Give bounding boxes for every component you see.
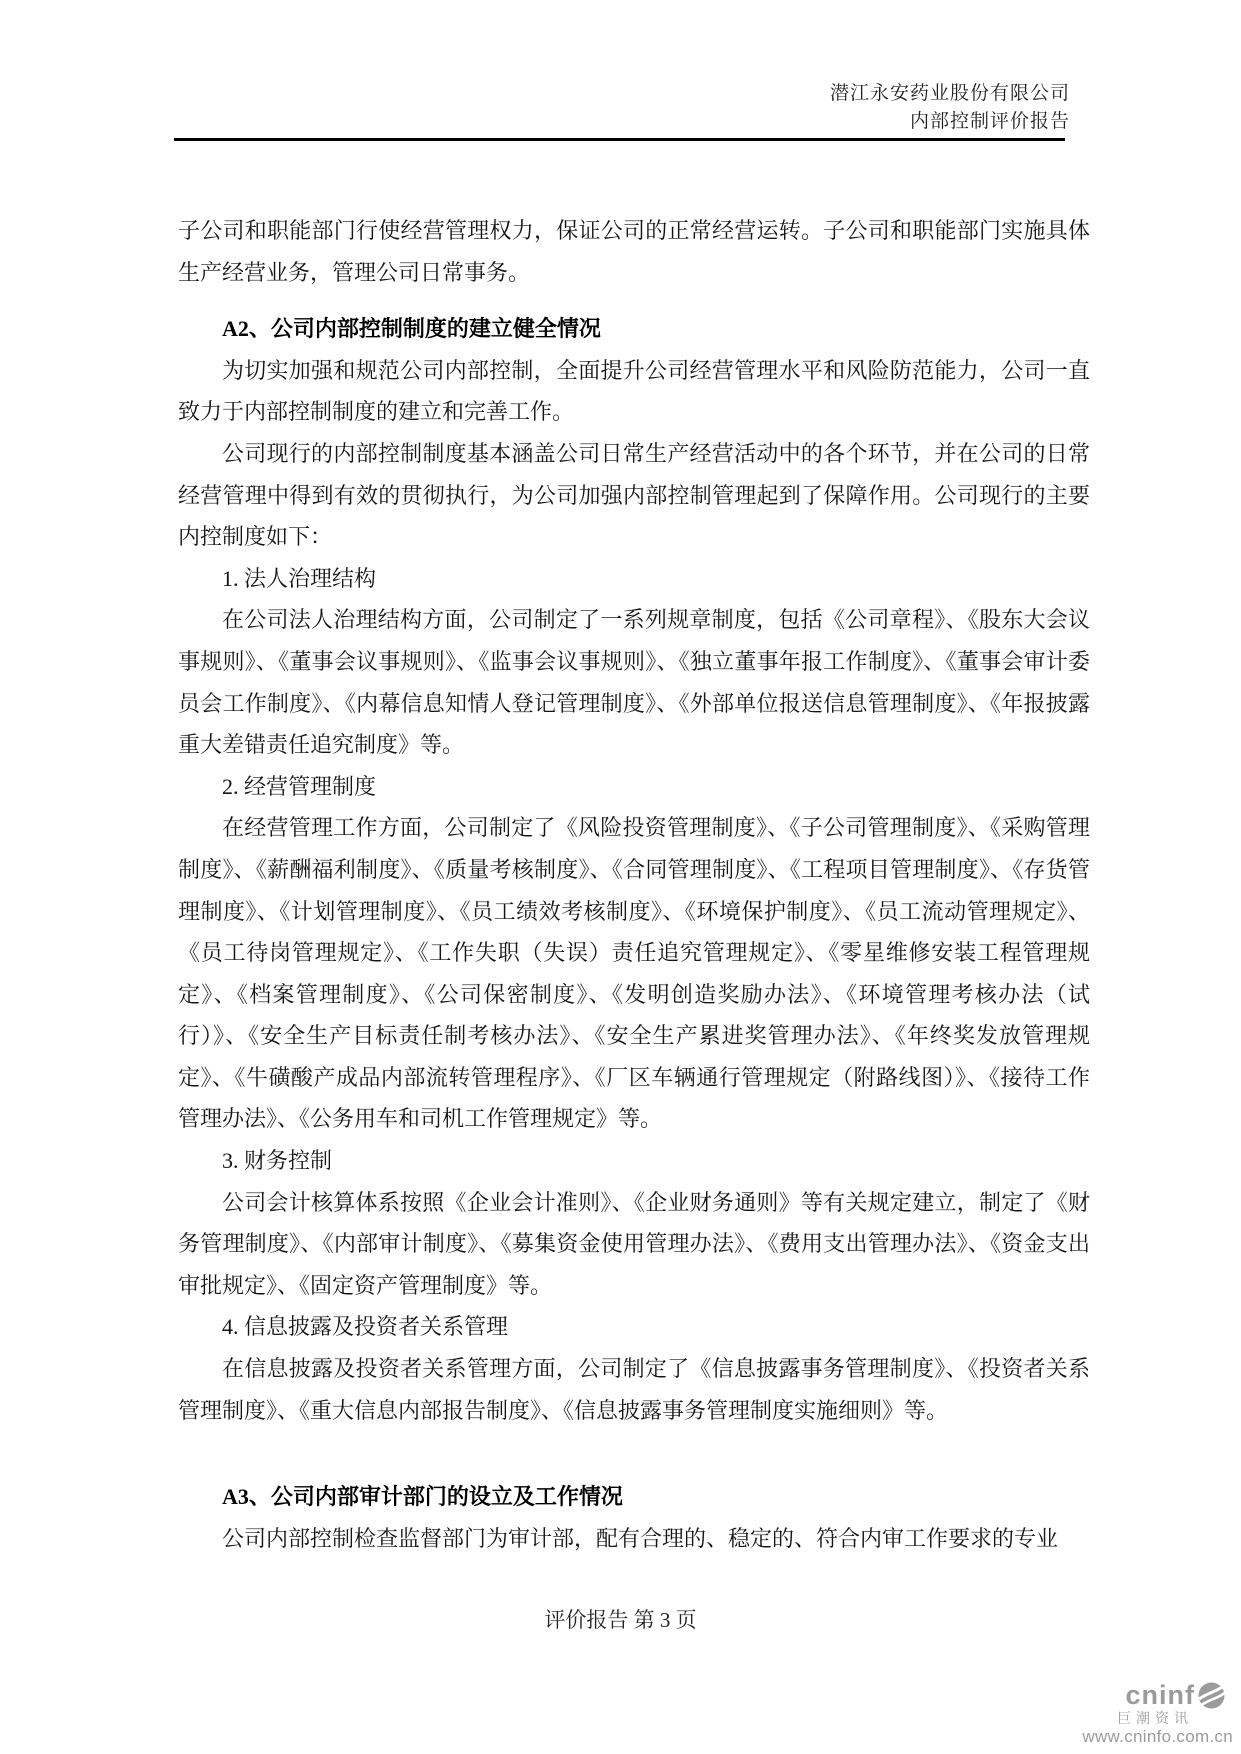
cninfo-brand-text: cninf — [1125, 1680, 1195, 1710]
document-body — [178, 210, 1090, 1559]
paragraph: 在公司法人治理结构方面，公司制定了一系列规章制度，包括《公司章程》、《股东大会议事规则》、《董事会议事规则》、《监事会议事规则》、《独立董事年报工作制度》、《董事会审计委员会工作制度》、《内幕信息知情人登记管理制度》、《外部单位报送信息管理制度》、《年报披露重大差错责任追究制度》等。 — [178, 607, 1090, 758]
header-divider — [174, 138, 1065, 141]
list-item-4-information-disclosure: 4. 信息披露及投资者关系管理 — [222, 1314, 509, 1340]
cninfo-brand-chinese: 巨潮资讯 — [1117, 1710, 1193, 1726]
header-report-title: 内部控制评价报告 — [909, 110, 1070, 132]
page-footer-label: 评价报告 第 3 页 — [544, 1608, 697, 1632]
page-header — [178, 80, 1070, 135]
paragraph: 在经营管理工作方面，公司制定了《风险投资管理制度》、《子公司管理制度》、《采购管理制度》、《薪酬福利制度》、《质量考核制度》、《合同管理制度》、《工程项目管理制度》、《存货管理制度》、《计划管理制度》、《员工绩效考核制度》、《环境保护制度》、《员工流动管理规定》、《员工待岗管理规定》、《工作失职（失误）责任追究管理规定》、《零星维修安装工程管理规定》、《档案管理制度》、《公司保密制度》、《发明创造奖励办法》、《环境管理考核办法（试行）》、《安全生产目标责任制考核办法》、《安全生产累进奖管理办法》、《年终奖发放管理规定》、《牛磺酸产成品内部流转管理程序》、《厂区车辆通行管理规定（附路线图）》、《接待工作管理办法》、《公务用车和司机工作管理规定》等。 — [178, 815, 1090, 1132]
paragraph: 公司内部控制检查监督部门为审计部，配有合理的、稳定的、符合内审工作要求的专业 — [222, 1525, 1059, 1551]
cninfo-brand-row — [1082, 1682, 1225, 1709]
section-heading-a3: A3、公司内部审计部门的设立及工作情况 — [222, 1484, 623, 1510]
globe-icon — [1198, 1682, 1225, 1709]
cninfo-watermark — [1082, 1682, 1233, 1745]
paragraph: 公司会计核算体系按照《企业会计准则》、《企业财务通则》等有关规定建立，制定了《财务管理制度》、《内部审计制度》、《募集资金使用管理办法》、《费用支出管理办法》、《资金支出审批规定》、《固定资产管理制度》等。 — [178, 1189, 1090, 1298]
paragraph: 在信息披露及投资者关系管理方面，公司制定了《信息披露事务管理制度》、《投资者关系管理制度》、《重大信息内部报告制度》、《信息披露事务管理制度实施细则》等。 — [178, 1356, 1090, 1423]
list-item-3-financial-control: 3. 财务控制 — [222, 1148, 333, 1174]
list-item-1-legal-governance: 1. 法人治理结构 — [222, 565, 377, 591]
section-heading-a2: A2、公司内部控制制度的建立健全情况 — [222, 316, 601, 342]
cninfo-url: www.cninfo.com.cn — [1082, 1727, 1233, 1746]
header-company-name: 潜江永安药业股份有限公司 — [829, 83, 1070, 104]
paragraph: 公司现行的内部控制制度基本涵盖公司日常生产经营活动中的各个环节，并在公司的日常经营管理中得到有效的贯彻执行，为公司加强内部控制管理起到了保障作用。公司现行的主要内控制度如下： — [178, 440, 1090, 550]
paragraph-continuation: 子公司和职能部门行使经营管理权力，保证公司的正常经营运转。子公司和职能部门实施具体生产经营业务，管理公司日常事务。 — [178, 218, 1090, 285]
paragraph: 为切实加强和规范公司内部控制，全面提升公司经营管理水平和风险防范能力，公司一直致力于内部控制制度的建立和完善工作。 — [178, 357, 1090, 425]
list-item-2-operation-management: 2. 经营管理制度 — [222, 773, 377, 799]
